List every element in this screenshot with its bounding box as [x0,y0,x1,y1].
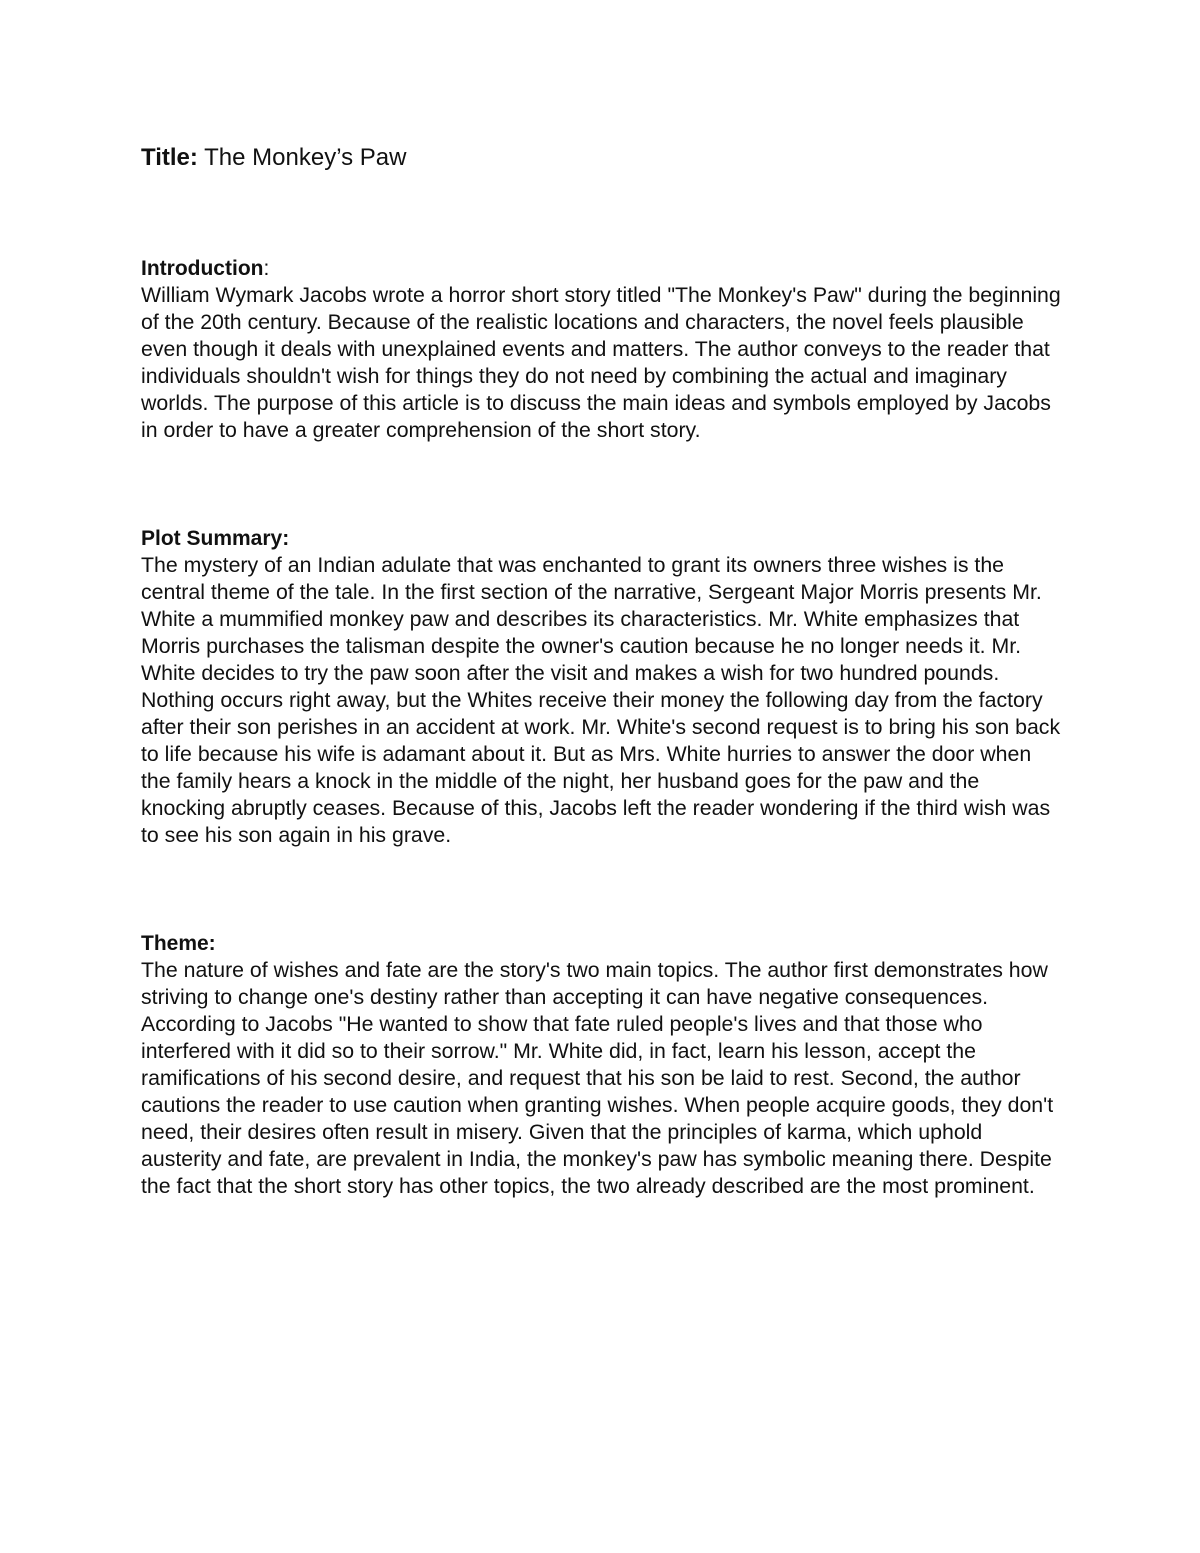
plot-summary-heading [141,525,1061,552]
section-theme [141,930,1061,1200]
document-title [141,142,406,174]
plot-summary-heading-label: Plot Summary: [141,527,290,550]
introduction-heading-label: Introduction [141,257,264,280]
theme-heading [141,930,1061,957]
section-plot-summary [141,525,1061,849]
introduction-heading-suffix: : [263,257,270,280]
title-text: The Monkey’s Paw [197,144,407,171]
theme-heading-label: Theme: [141,932,216,955]
plot-summary-body: The mystery of an Indian adulate that was enchanted to grant its owners three wishes is the central theme of the tale. In the first section of the narrative, Sergeant Major Morris presents Mr. White a mummified monkey paw and describes its characteristics. Mr. White emphasizes that Morris purchases the talisman despite the owner's caution because he no longer needs it. Mr. White decides to try the paw soon after the visit and makes a wish for two hundred pounds. Nothing occurs right away, but the Whites receive their money the following day from the factory after their son perishes in an accident at work. Mr. White's second request is to bring his son back to life because his wife is adamant about it. But as Mrs. White hurries to answer the door when the family hears a knock in the middle of the night, her husband goes for the paw and the knocking abruptly ceases. Because of this, Jacobs left the reader wondering if the third wish was to see his son again in his grave. [141,553,1061,847]
section-introduction [141,255,1061,444]
theme-body: The nature of wishes and fate are the story's two main topics. The author first demonstrates how striving to change one's destiny rather than accepting it can have negative consequences. According to Jacobs "He wanted to show that fate ruled people's lives and that those who interfered with it did so to their sorrow." Mr. White did, in fact, learn his lesson, accept the ramifications of his second desire, and request that his son be laid to rest. Second, the author cautions the reader to use caution when granting wishes. When people acquire goods, they don't need, their desires often result in misery. Given that the principles of karma, which uphold austerity and fate, are prevalent in India, the monkey's paw has symbolic meaning there. Despite the fact that the short story has other topics, the two already described are the most prominent. [141,958,1054,1198]
introduction-body: William Wymark Jacobs wrote a horror short story titled "The Monkey's Paw" during the beginning of the 20th century. Because of the realistic locations and characters, the novel feels plausible even though it deals with unexplained events and matters. The author conveys to the reader that individuals shouldn't wish for things they do not need by combining the actual and imaginary worlds. The purpose of this article is to discuss the main ideas and symbols employed by Jacobs in order to have a greater comprehension of the short story. [141,283,1061,442]
title-label: Title: [141,144,198,171]
introduction-heading [141,255,1061,282]
